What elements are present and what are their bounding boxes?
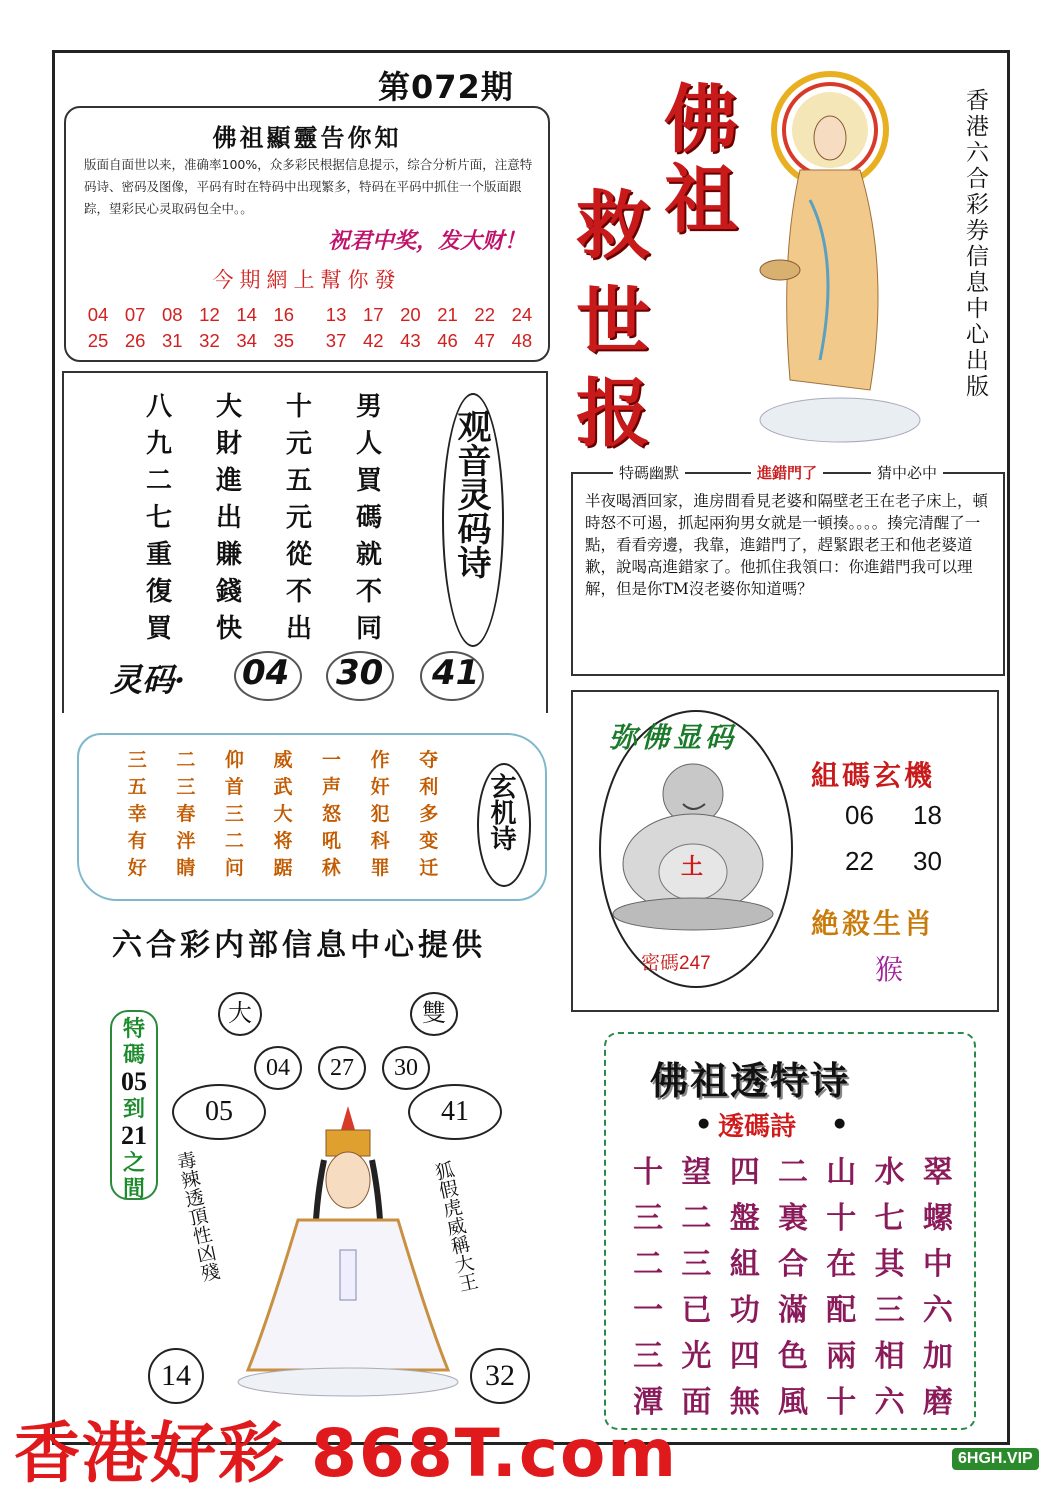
xuanji-char: 幸 xyxy=(127,803,147,825)
masthead-bao: 报 xyxy=(576,371,650,457)
joke-label-left: 特碼幽默 xyxy=(613,462,685,483)
poem-char: 出 xyxy=(215,503,242,533)
tepoem-char: 三 xyxy=(633,1339,664,1374)
tema-outline xyxy=(110,1010,158,1200)
masthead-jiu: 救 xyxy=(576,183,650,269)
lingma-label: 灵码· xyxy=(110,661,186,699)
tema-char: 之 xyxy=(122,1150,145,1176)
number: 35 xyxy=(273,330,295,351)
top-number: 30 xyxy=(382,1046,430,1090)
poem-char: 復 xyxy=(145,577,172,607)
tepoem-char: 山 xyxy=(826,1155,857,1190)
tepoem-char: 風 xyxy=(777,1385,808,1420)
tepoem-char: 功 xyxy=(729,1293,760,1328)
poem-char: 不 xyxy=(355,577,382,607)
poem-char: 不 xyxy=(285,577,312,607)
masthead-shi: 世 xyxy=(576,279,650,365)
bullet-left-icon: ● xyxy=(698,1116,710,1131)
tepoem-char: 裏 xyxy=(777,1201,808,1236)
tepoem-char: 三 xyxy=(681,1247,712,1282)
provider-text: 六合彩内部信息中心提供 xyxy=(112,928,486,963)
guanyin-poem-title: 观音灵码诗 xyxy=(451,409,491,579)
xuanji-char: 大 xyxy=(273,803,293,825)
joke-label-right: 猜中必中 xyxy=(871,462,943,483)
xuanji-char: 踞 xyxy=(273,857,293,879)
xuanji-char: 将 xyxy=(273,830,293,852)
xuanji-char: 问 xyxy=(224,857,244,879)
notice-body: 版面自面世以来，准确率100%，众多彩民根据信息提示，综合分析片面，注意特码诗、密码及图像，平码有时在特码中出现繁多，特码在平码中抓住一个版面跟踪，望彩民心灵取码包全中。。 xyxy=(84,157,533,216)
tepoem-char: 三 xyxy=(633,1201,664,1236)
tepoem-grid xyxy=(624,1150,962,1426)
poem-char: 七 xyxy=(145,503,172,533)
poem-char: 人 xyxy=(355,429,382,459)
tepoem-char: 色 xyxy=(777,1339,808,1374)
tepoem-char: 無 xyxy=(729,1385,760,1420)
tepoem-char: 合 xyxy=(777,1247,808,1282)
poem-char: 重 xyxy=(145,540,172,570)
notice-box xyxy=(64,106,550,362)
tema-char: 間 xyxy=(122,1176,145,1202)
top-number: 27 xyxy=(318,1046,366,1090)
number: 24 xyxy=(511,304,533,325)
da-circle: 大 xyxy=(218,992,262,1036)
number: 04 xyxy=(87,304,109,325)
number: 14 xyxy=(236,304,257,325)
shuang-circle: 雙 xyxy=(410,992,458,1036)
top-number: 04 xyxy=(254,1046,302,1090)
tepoem-char: 二 xyxy=(633,1247,664,1282)
xuanji-char: 威 xyxy=(273,749,293,771)
poem-char: 五 xyxy=(285,466,312,496)
xuanji-char: 首 xyxy=(224,776,244,798)
number: 13 xyxy=(325,304,347,325)
xuanji-char: 罪 xyxy=(370,857,390,879)
xuanji-char: 有 xyxy=(127,830,147,852)
tepoem-char: 三 xyxy=(874,1293,905,1328)
poem-char: 同 xyxy=(355,614,382,644)
tepoem-char: 十 xyxy=(826,1201,857,1236)
tepoem-char: 在 xyxy=(826,1247,857,1282)
tepoem-char: 望 xyxy=(681,1155,712,1190)
poem-char: 十 xyxy=(285,392,312,422)
number: 37 xyxy=(325,330,347,351)
xuanji-grid xyxy=(113,747,453,882)
xuanji-char: 武 xyxy=(273,776,293,798)
site-badge[interactable]: 6HGH.VIP xyxy=(952,1448,1039,1470)
bullet-right-icon: ● xyxy=(834,1116,846,1131)
poem-char: 出 xyxy=(285,614,312,644)
number: 16 xyxy=(273,304,295,325)
poem-char: 大 xyxy=(215,392,242,422)
tepoem-char: 六 xyxy=(874,1385,905,1420)
publisher-text: 香港六合彩券信息中心出版 xyxy=(962,88,988,400)
xuanji-char: 仰 xyxy=(224,749,244,771)
zuma-num: 18 xyxy=(913,800,942,830)
tepoem-char: 其 xyxy=(874,1247,905,1282)
zuma-num: 30 xyxy=(913,846,942,876)
joke-body: 半夜喝酒回家，進房間看見老婆和隔壁老王在老子床上，頓時怒不可遏，抓起兩狗男女就是一頓揍。。。。揍完清醒了一點，看看旁邊，我靠，進錯門了，趕緊跟老王和他老婆道歉，說喝高進錯家了。他抓住我領口：你進錯門我可以理解，但是你TM沒老婆你知道嗎？ xyxy=(585,492,989,598)
tema-char: 到 xyxy=(122,1096,145,1122)
xuanji-char: 三 xyxy=(176,776,196,798)
tepoem-char: 盤 xyxy=(729,1201,760,1236)
poem-char: 快 xyxy=(215,614,242,644)
poem-char: 就 xyxy=(355,540,382,570)
xuanji-char: 声 xyxy=(322,776,342,798)
buddha-center-char: 土 xyxy=(681,854,704,880)
tepoem-char: 兩 xyxy=(826,1339,857,1374)
right-poem: 狐假虎威稱大王 xyxy=(430,1159,480,1294)
number: 22 xyxy=(474,304,495,325)
number: 48 xyxy=(511,330,533,351)
tepoem-char: 十 xyxy=(826,1385,857,1420)
number: 42 xyxy=(362,330,384,351)
poem-char: 賺 xyxy=(215,540,242,570)
xuanji-char: 秫 xyxy=(322,857,342,879)
poem-char: 買 xyxy=(145,614,172,644)
mima-text: 密碼247 xyxy=(641,953,711,974)
poem-char: 二 xyxy=(145,466,172,496)
tepoem-char: 滿 xyxy=(777,1293,808,1328)
juesha-value: 猴 xyxy=(875,953,904,986)
xuanji-char: 泮 xyxy=(176,830,196,852)
xuanji-char: 二 xyxy=(176,749,196,771)
number: 31 xyxy=(162,330,183,351)
poem-char: 從 xyxy=(285,540,312,570)
guanyin-standing-image xyxy=(740,60,950,450)
poem-char: 九 xyxy=(145,429,172,459)
xuanji-title: 玄机诗 xyxy=(486,773,516,851)
xuanji-char: 利 xyxy=(419,776,439,798)
tepoem-char: 四 xyxy=(729,1339,760,1374)
guanyin-poem-box xyxy=(62,371,548,713)
left-number: 05 xyxy=(172,1084,266,1140)
tepoem-char: 相 xyxy=(874,1339,905,1374)
xuanji-char: 奸 xyxy=(370,776,390,798)
xuanji-char: 科 xyxy=(370,830,390,852)
tema-char: 碼 xyxy=(122,1042,145,1068)
zuma-title: 組碼玄機 xyxy=(811,759,936,792)
juesha-title: 絶殺生肖 xyxy=(811,907,936,940)
number: 26 xyxy=(124,330,146,351)
xuanji-char: 作 xyxy=(370,749,390,771)
tepoem-subtitle: 透碼詩 xyxy=(718,1112,797,1142)
wish-text: 祝君中奖，发大财！ xyxy=(327,228,526,254)
tepoem-char: 七 xyxy=(874,1201,905,1236)
lingma-code: 04 xyxy=(242,653,290,693)
tepoem-char: 二 xyxy=(777,1155,808,1190)
tepoem-box xyxy=(604,1032,976,1430)
number-row-1 xyxy=(80,304,540,326)
right-number: 41 xyxy=(408,1084,502,1140)
xuanji-char: 睛 xyxy=(176,857,196,879)
xuanji-char: 迁 xyxy=(419,857,439,879)
number: 43 xyxy=(400,330,421,351)
poem-char: 元 xyxy=(285,429,312,459)
tepoem-char: 配 xyxy=(826,1293,857,1328)
xuanji-box xyxy=(77,733,547,901)
poem-char: 進 xyxy=(215,466,242,496)
tepoem-char: 加 xyxy=(922,1339,953,1374)
xuanji-char: 变 xyxy=(419,830,439,852)
poem-char: 財 xyxy=(215,429,242,459)
poem-char: 八 xyxy=(145,392,172,422)
xuanji-char: 五 xyxy=(127,776,147,798)
web-numbers-title: 今期網上幫你發 xyxy=(212,268,402,292)
laughing-buddha-image xyxy=(609,754,777,932)
tepoem-char: 翠 xyxy=(922,1155,953,1190)
number: 47 xyxy=(474,330,495,351)
buddha-arc-title: 弥佛显码 xyxy=(609,721,738,754)
zuma-num: 22 xyxy=(845,846,874,876)
notice-title: 佛祖顯靈告你知 xyxy=(212,123,402,152)
tepoem-char: 磨 xyxy=(922,1385,953,1420)
issue-number: 第072期 xyxy=(378,68,514,106)
tepoem-char: 六 xyxy=(922,1293,953,1328)
tepoem-char: 面 xyxy=(681,1385,712,1420)
tepoem-char: 十 xyxy=(633,1155,664,1190)
xuanji-char: 三 xyxy=(127,749,147,771)
joke-label-middle: 進錯門了 xyxy=(751,462,823,483)
tepoem-char: 四 xyxy=(729,1155,760,1190)
number-row-2 xyxy=(80,330,540,352)
tepoem-char: 水 xyxy=(874,1155,905,1190)
xuanji-char: 怒 xyxy=(322,803,342,825)
bottom-left-number: 14 xyxy=(148,1348,204,1404)
number: 34 xyxy=(236,330,257,351)
xuanji-char: 二 xyxy=(224,830,244,852)
guanyin-seated-image xyxy=(228,1100,468,1400)
tepoem-char: 螺 xyxy=(922,1201,953,1236)
tema-number: 21 xyxy=(121,1121,147,1150)
zuma-num: 06 xyxy=(845,800,874,830)
number: 21 xyxy=(437,304,458,325)
tepoem-char: 光 xyxy=(681,1339,712,1374)
tepoem-title: 佛祖透特诗 xyxy=(650,1058,851,1103)
tepoem-char: 已 xyxy=(681,1293,712,1328)
tepoem-char: 組 xyxy=(729,1247,760,1282)
tepoem-char: 二 xyxy=(681,1201,712,1236)
tepoem-char: 一 xyxy=(633,1293,664,1328)
bottom-right-number: 32 xyxy=(470,1348,530,1404)
xuanji-char: 一 xyxy=(322,749,342,771)
number: 25 xyxy=(87,330,109,351)
xuanji-char: 犯 xyxy=(370,803,390,825)
tepoem-char: 中 xyxy=(922,1247,953,1282)
xuanji-char: 夺 xyxy=(419,749,439,771)
poem-char: 買 xyxy=(355,466,382,496)
tema-number: 05 xyxy=(121,1067,147,1096)
guanyin-poem-grid xyxy=(124,389,404,648)
number: 07 xyxy=(124,304,146,325)
xuanji-char: 三 xyxy=(224,803,244,825)
xuanji-char: 春 xyxy=(176,803,196,825)
lingma-code: 30 xyxy=(336,653,384,693)
number: 08 xyxy=(162,304,183,325)
poem-char: 男 xyxy=(355,392,382,422)
xuanji-char: 好 xyxy=(127,857,147,879)
left-poem: 毒辣透頂性凶殘 xyxy=(172,1149,222,1284)
masthead-zu: 祖 xyxy=(664,157,738,243)
number: 20 xyxy=(400,304,421,325)
tepoem-char: 潭 xyxy=(633,1385,664,1420)
buddha-box xyxy=(571,690,999,1012)
number: 17 xyxy=(362,304,384,325)
lingma-code: 41 xyxy=(432,653,480,693)
poem-char: 錢 xyxy=(215,577,242,607)
joke-box xyxy=(571,464,1005,676)
xuanji-char: 多 xyxy=(419,803,439,825)
tema-char: 特 xyxy=(122,1016,145,1042)
poem-char: 碼 xyxy=(355,503,382,533)
number: 46 xyxy=(437,330,458,351)
poem-char: 元 xyxy=(285,503,312,533)
number: 32 xyxy=(199,330,220,351)
masthead-fo: 佛 xyxy=(664,77,738,163)
site-watermark[interactable]: 香港好彩 868T.com xyxy=(14,1415,679,1492)
number: 12 xyxy=(199,304,220,325)
xuanji-char: 吼 xyxy=(322,830,342,852)
